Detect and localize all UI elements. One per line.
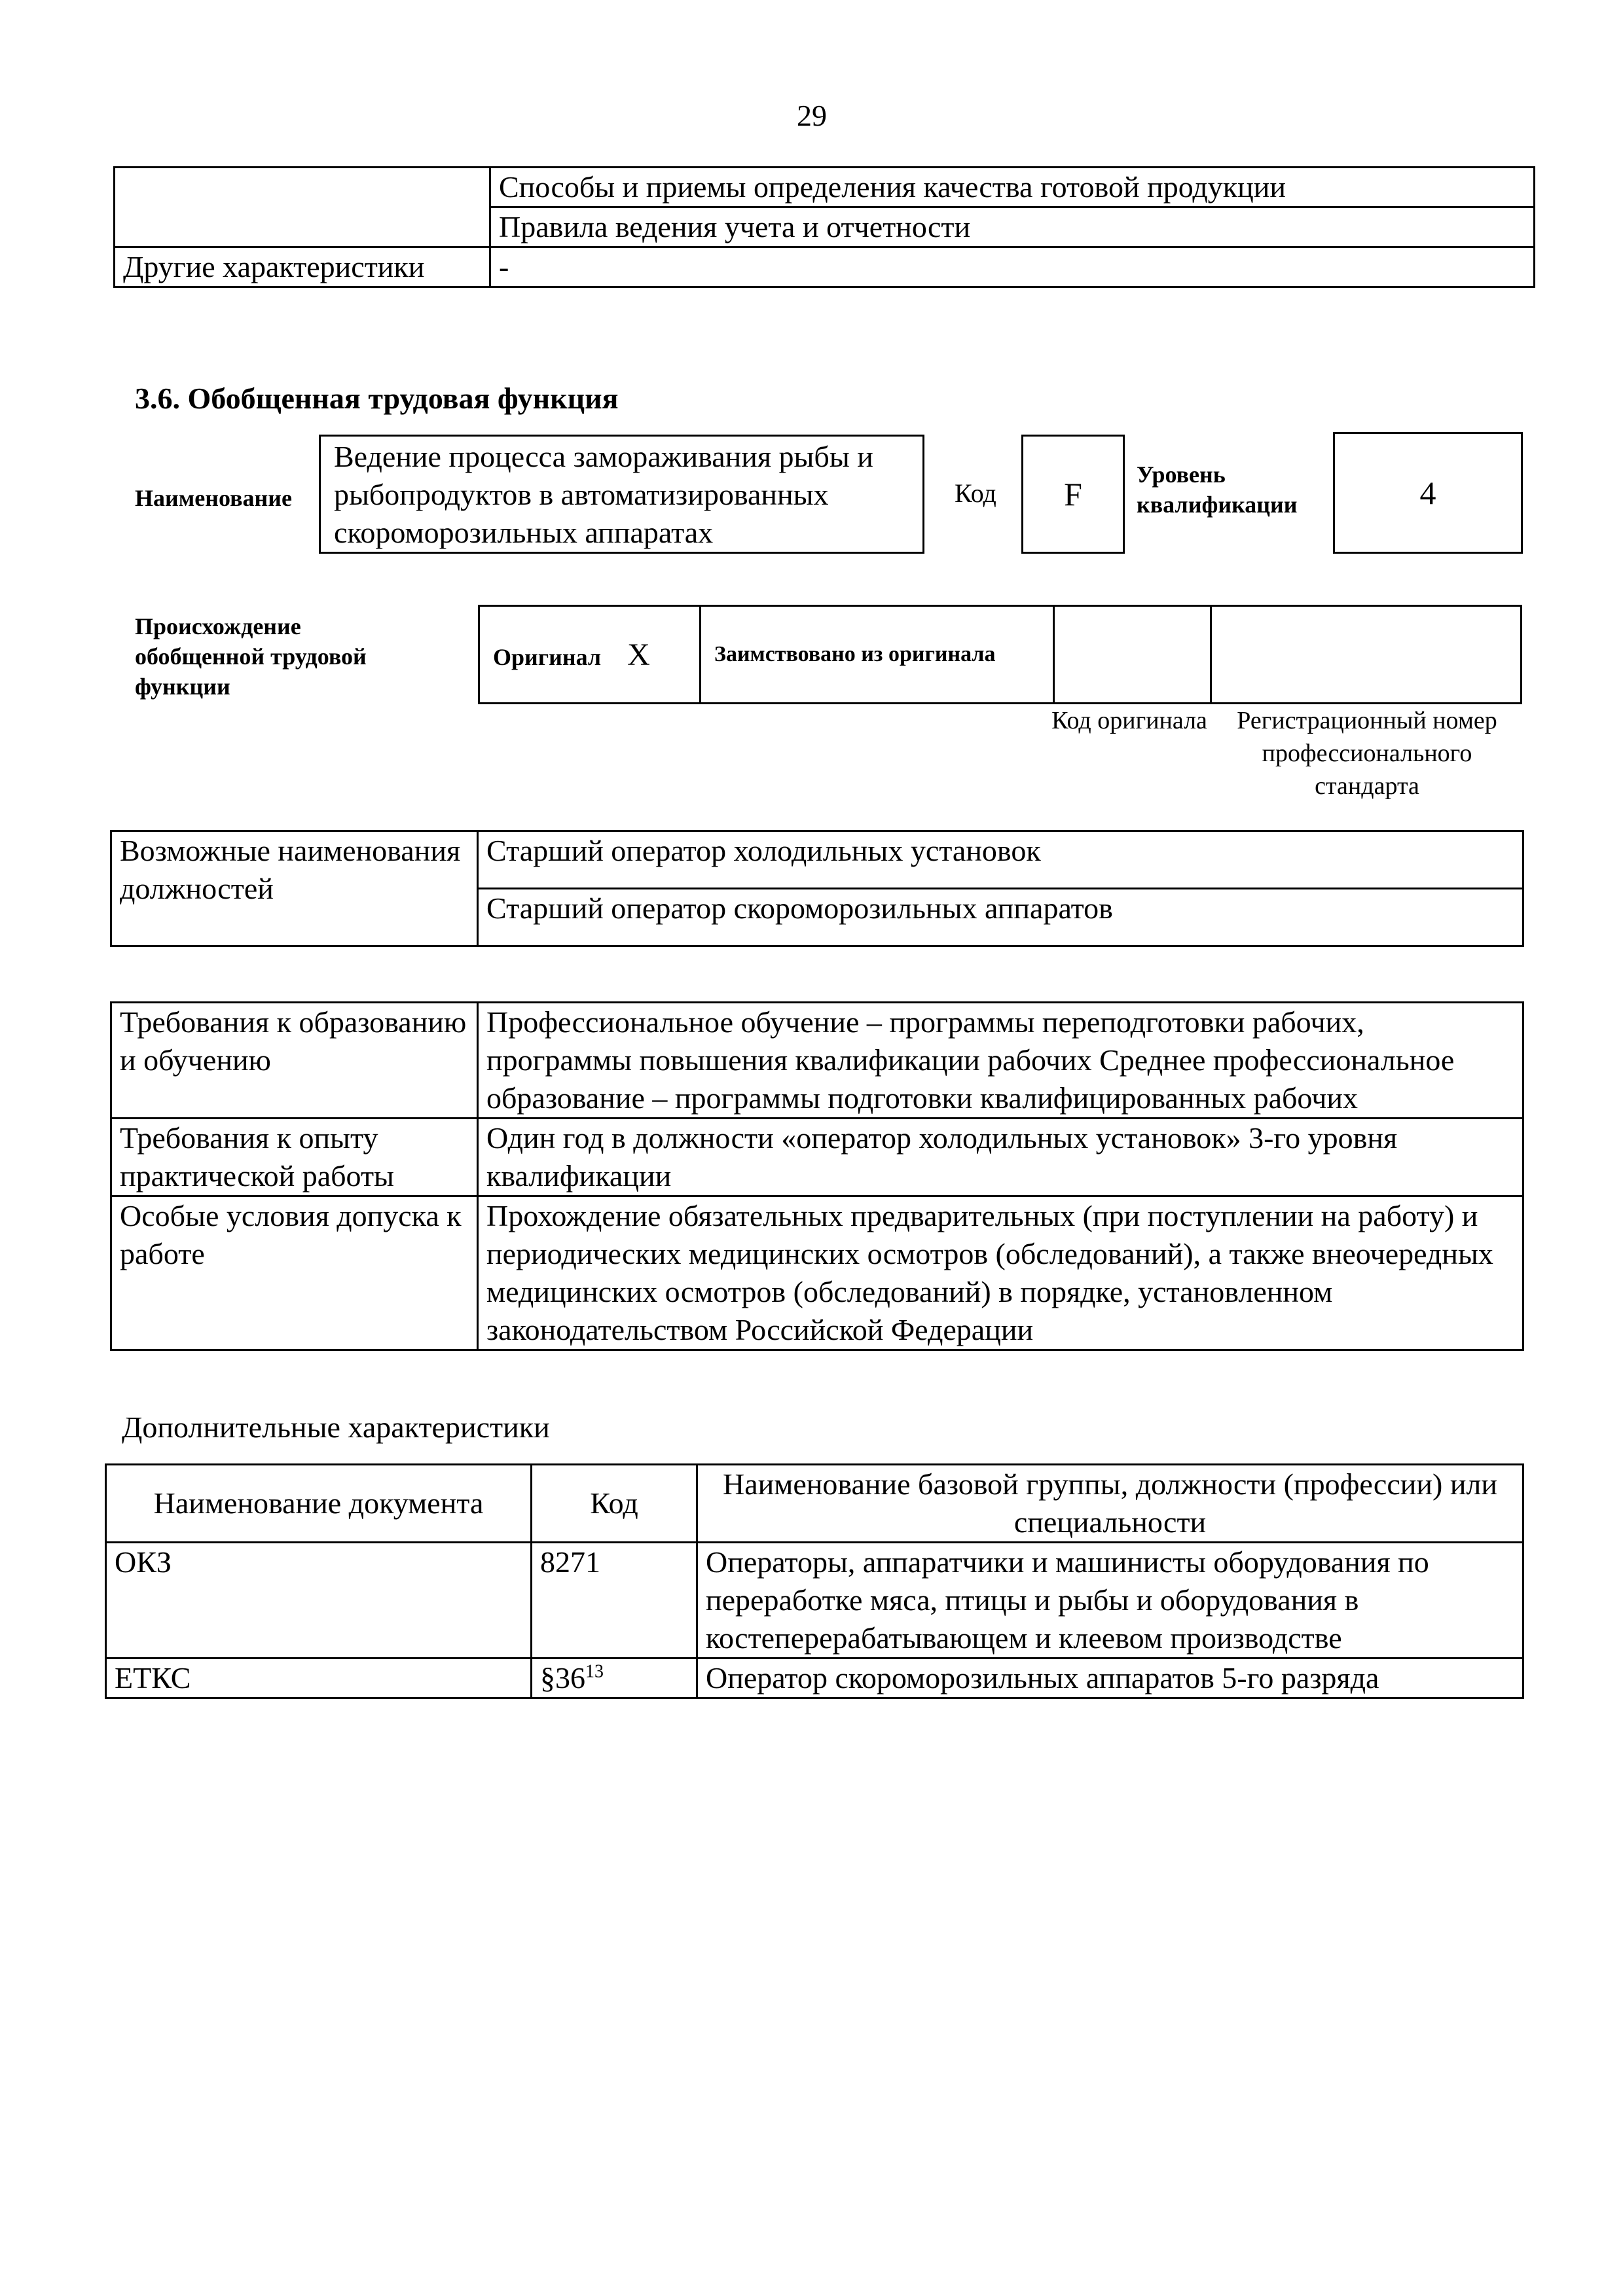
positions-table [110, 830, 1524, 947]
table-row [111, 1003, 1523, 1119]
top-table [113, 166, 1535, 288]
original-mark: X [627, 637, 650, 672]
table-cell: Другие характеристики [115, 247, 490, 287]
requirement-value: Один год в должности «оператор холодильных установок» 3-го уровня квалификации [478, 1119, 1523, 1196]
name-cell: Оператор скороморозильных аппаратов 5-го разряда [697, 1659, 1523, 1698]
origin-table [478, 605, 1522, 704]
original-cell [479, 606, 701, 704]
name-box [319, 435, 924, 554]
original-code-cell [1054, 606, 1211, 704]
name-label: Наименование [135, 485, 292, 511]
code-cell [532, 1659, 697, 1698]
table-cell: - [490, 247, 1535, 287]
table-row [106, 1543, 1523, 1659]
header-name: Наименование базовой группы, должности (профессии) или специальности [697, 1465, 1523, 1543]
requirement-value: Профессиональное обучение – программы переподготовки рабочих, программы повышения квалификации рабочих Среднее профессиональное образование – программы подготовки квалифицированных рабочих [478, 1003, 1523, 1119]
level-box [1333, 432, 1523, 554]
table-row [115, 168, 1535, 207]
table-cell: Правила ведения учета и отчетности [490, 207, 1535, 247]
level-label: Уровень квалификации [1137, 461, 1298, 518]
requirement-label: Требования к опыту практической работы [111, 1119, 478, 1196]
header-doc: Наименование документа [106, 1465, 532, 1543]
footnote-ref: 13 [585, 1661, 604, 1682]
requirement-label: Требования к образованию и обучению [111, 1003, 478, 1119]
additional-table [105, 1463, 1524, 1699]
table-row [479, 606, 1522, 704]
name-value: Ведение процесса замораживания рыбы и рыбопродуктов в автоматизированных скороморозильных аппаратах [334, 440, 873, 549]
code-box [1021, 435, 1125, 554]
reg-caption: Регистрационный номер профессионального стандарта [1237, 707, 1497, 800]
header-code: Код [532, 1465, 697, 1543]
table-row [111, 1196, 1523, 1350]
table-row [111, 1119, 1523, 1196]
requirement-label: Особые условия допуска к работе [111, 1196, 478, 1350]
position-item: Старший оператор скороморозильных аппаратов [478, 889, 1523, 946]
code-value: F [1064, 476, 1082, 512]
section-heading: 3.6. Обобщенная трудовая функция [135, 382, 619, 415]
reg-number-cell [1211, 606, 1522, 704]
code-label: Код [955, 478, 996, 508]
original-label: Оригинал [493, 643, 602, 670]
table-header-row [106, 1465, 1523, 1543]
page-number: 29 [797, 99, 827, 132]
code-caption: Код оригинала [1051, 707, 1207, 734]
doc-cell: ОКЗ [106, 1543, 532, 1659]
table-row [111, 831, 1523, 889]
borrowed-cell [701, 606, 1054, 704]
doc-cell: ЕТКС [106, 1659, 532, 1698]
requirements-table [110, 1001, 1524, 1351]
table-row [106, 1659, 1523, 1698]
level-value: 4 [1419, 475, 1436, 511]
code-cell: 8271 [532, 1543, 697, 1659]
position-item: Старший оператор холодильных установок [478, 831, 1523, 889]
positions-label: Возможные наименования должностей [111, 831, 478, 946]
borrowed-label: Заимствовано из оригинала [714, 642, 996, 666]
table-cell: Способы и приемы определения качества готовой продукции [490, 168, 1535, 207]
name-cell: Операторы, аппаратчики и машинисты оборудования по переработке мяса, птицы и рыбы и оборудования в костеперерабатывающем и клеевом производстве [697, 1543, 1523, 1659]
additional-title: Дополнительные характеристики [122, 1410, 550, 1444]
table-row [115, 247, 1535, 287]
requirement-value: Прохождение обязательных предварительных (при поступлении на работу) и периодических медицинских осмотров (обследований), а также внеочередных медицинских осмотров (обследований) в порядке, установленном законодательством Российской Федерации [478, 1196, 1523, 1350]
code-text: §36 [540, 1661, 585, 1695]
table-cell [115, 168, 490, 247]
origin-label: Происхождение обобщенной трудовой функции [135, 613, 367, 700]
